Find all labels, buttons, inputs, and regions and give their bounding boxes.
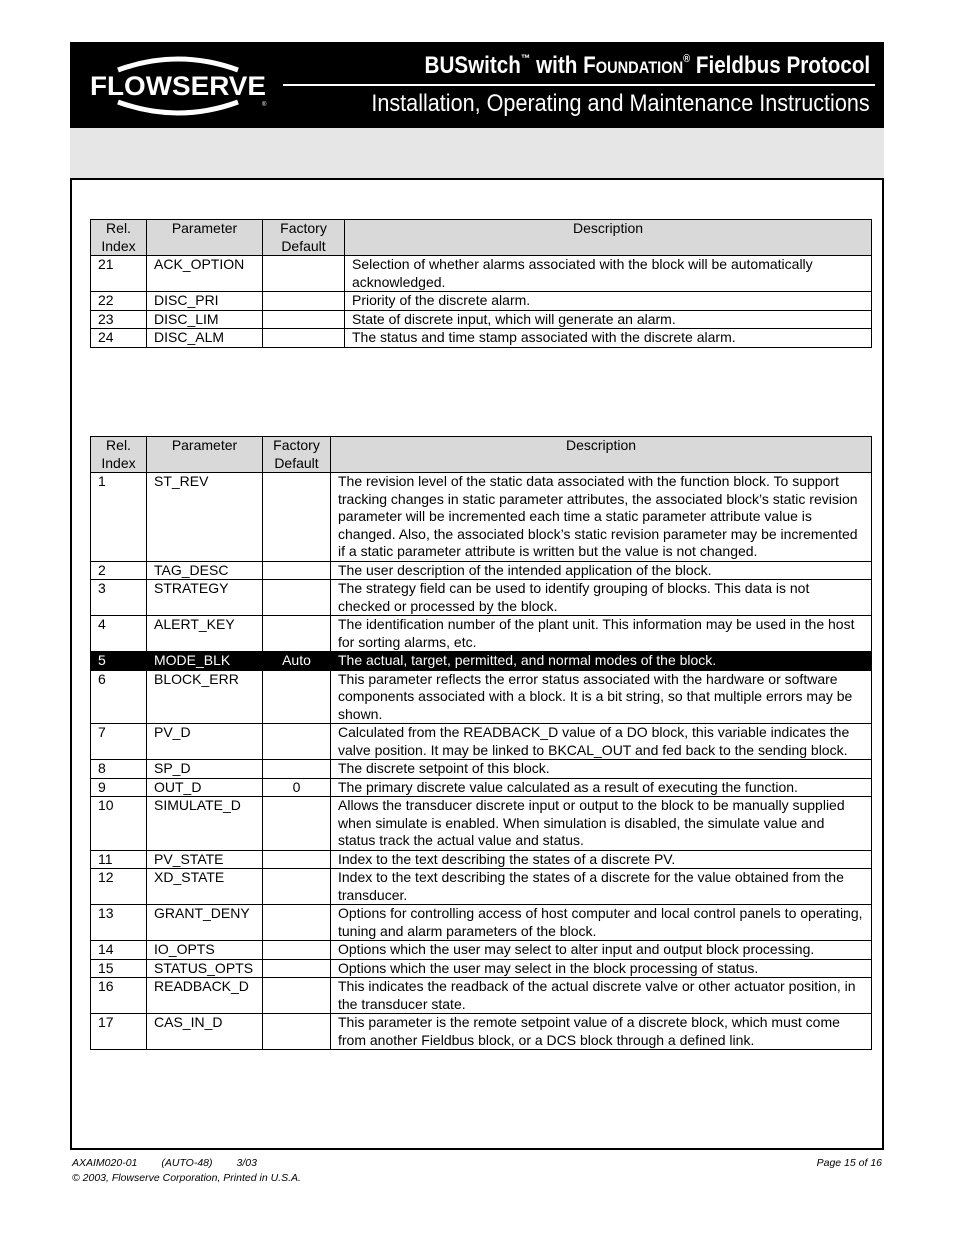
doc-number: AXAIM020-01 (72, 1157, 138, 1169)
table-row (91, 1014, 872, 1050)
table-row (91, 292, 872, 311)
cell-default: Auto (263, 652, 331, 671)
cell-description: State of discrete input, which will generate an alarm. (345, 310, 872, 329)
cell-parameter: ST_REV (147, 473, 263, 562)
doc-date: 3/03 (236, 1157, 257, 1169)
cell-description: The strategy field can be used to identify grouping of blocks. This data is not checked or processed by the block. (331, 580, 872, 616)
cell-description: The user description of the intended application of the block. (331, 561, 872, 580)
cell-description: Options which the user may select in the block processing of status. (331, 959, 872, 978)
cell-parameter: DISC_LIM (147, 310, 263, 329)
cell-index: 16 (91, 978, 147, 1014)
cell-default (263, 561, 331, 580)
table-row (91, 561, 872, 580)
cell-default (263, 616, 331, 652)
section-band (70, 128, 884, 180)
flowserve-logo (88, 52, 268, 118)
table-row (91, 473, 872, 562)
cell-description: Index to the text describing the states of a discrete for the value obtained from the transducer. (331, 869, 872, 905)
cell-parameter: DISC_ALM (147, 329, 263, 348)
cell-default (263, 850, 331, 869)
col-rel-index: Rel. Index (91, 437, 147, 473)
cell-index: 8 (91, 760, 147, 779)
cell-index: 4 (91, 616, 147, 652)
cell-description: This indicates the readback of the actual discrete valve or other actuator position, in the transducer state. (331, 978, 872, 1014)
parameter-table-1 (90, 219, 872, 348)
cell-default (263, 905, 331, 941)
cell-default (263, 941, 331, 960)
cell-parameter: DISC_PRI (147, 292, 263, 311)
cell-default (263, 797, 331, 851)
cell-description: This parameter is the remote setpoint value of a discrete block, which must come from another Fieldbus block, or a DCS block through a defined link. (331, 1014, 872, 1050)
table-row (91, 616, 872, 652)
cell-description: The status and time stamp associated with the discrete alarm. (345, 329, 872, 348)
cell-default (263, 670, 331, 724)
table-row (91, 310, 872, 329)
table-row (91, 580, 872, 616)
cell-index: 5 (91, 652, 147, 671)
doc-ref: (AUTO-48) (161, 1157, 213, 1169)
cell-parameter: XD_STATE (147, 869, 263, 905)
cell-index: 2 (91, 561, 147, 580)
table-row (91, 778, 872, 797)
col-rel-index: Rel. Index (91, 220, 147, 256)
table-row (91, 850, 872, 869)
col-parameter: Parameter (147, 437, 263, 473)
cell-default (263, 760, 331, 779)
cell-index: 9 (91, 778, 147, 797)
doc-title: BUSwitch™ with FOUNDATION® Fieldbus Protocol (424, 52, 870, 79)
cell-index: 3 (91, 580, 147, 616)
cell-default (263, 724, 331, 760)
cell-default (263, 292, 345, 311)
cell-default (263, 1014, 331, 1050)
cell-parameter: BLOCK_ERR (147, 670, 263, 724)
col-description: Description (331, 437, 872, 473)
cell-description: This parameter reflects the error status associated with the hardware or software components associated with a block. It is a bit string, so that multiple errors may be shown. (331, 670, 872, 724)
cell-parameter: ALERT_KEY (147, 616, 263, 652)
cell-description: Priority of the discrete alarm. (345, 292, 872, 311)
parameter-table-2 (90, 436, 872, 1050)
cell-index: 1 (91, 473, 147, 562)
doc-subtitle: Installation, Operating and Maintenance Instructions (371, 90, 870, 117)
cell-description: Calculated from the READBACK_D value of a DO block, this variable indicates the valve position. It may be linked to BKCAL_OUT and fed back to the sending block. (331, 724, 872, 760)
cell-default (263, 329, 345, 348)
footer-copyright: © 2003, Flowserve Corporation, Printed in U.S.A. (72, 1172, 301, 1184)
cell-index: 23 (91, 310, 147, 329)
footer-doc-info (72, 1157, 281, 1169)
cell-description: The actual, target, permitted, and normal modes of the block. (331, 652, 872, 671)
cell-parameter: PV_STATE (147, 850, 263, 869)
cell-default (263, 959, 331, 978)
cell-description: The revision level of the static data associated with the function block. To support tracking changes in static parameter attributes, the associated block’s static revision parameter will be incremented each time a static parameter attribute value is changed. Also, the associated block’s static revision parameter may be incremented if a static parameter attribute is written but the value is not changed. (331, 473, 872, 562)
cell-default (263, 310, 345, 329)
cell-parameter: PV_D (147, 724, 263, 760)
table-header-row (91, 220, 872, 256)
table-row (91, 797, 872, 851)
cell-index: 21 (91, 256, 147, 292)
cell-description: The identification number of the plant unit. This information may be used in the host for sorting alarms, etc. (331, 616, 872, 652)
cell-parameter: SP_D (147, 760, 263, 779)
header-rule (283, 84, 875, 86)
cell-index: 11 (91, 850, 147, 869)
svg-text:®: ® (262, 102, 267, 108)
table-row (91, 959, 872, 978)
cell-default (263, 473, 331, 562)
cell-default (263, 580, 331, 616)
cell-description: The discrete setpoint of this block. (331, 760, 872, 779)
cell-description: Index to the text describing the states of a discrete PV. (331, 850, 872, 869)
table-row (91, 724, 872, 760)
cell-description: Selection of whether alarms associated with the block will be automatically acknowledged. (345, 256, 872, 292)
cell-parameter: ACK_OPTION (147, 256, 263, 292)
table-row (91, 652, 872, 671)
cell-default (263, 869, 331, 905)
page-number: Page 15 of 16 (816, 1157, 882, 1169)
cell-parameter: STATUS_OPTS (147, 959, 263, 978)
table-row (91, 329, 872, 348)
cell-default (263, 256, 345, 292)
cell-index: 17 (91, 1014, 147, 1050)
cell-default (263, 978, 331, 1014)
cell-parameter: TAG_DESC (147, 561, 263, 580)
cell-description: The primary discrete value calculated as a result of executing the function. (331, 778, 872, 797)
cell-description: Options for controlling access of host computer and local control panels to operating, tuning and alarm parameters of the block. (331, 905, 872, 941)
cell-parameter: MODE_BLK (147, 652, 263, 671)
cell-parameter: STRATEGY (147, 580, 263, 616)
cell-index: 6 (91, 670, 147, 724)
col-factory-default: Factory Default (263, 437, 331, 473)
cell-default: 0 (263, 778, 331, 797)
cell-index: 13 (91, 905, 147, 941)
table-row (91, 978, 872, 1014)
cell-index: 24 (91, 329, 147, 348)
table-row (91, 670, 872, 724)
cell-index: 22 (91, 292, 147, 311)
cell-parameter: IO_OPTS (147, 941, 263, 960)
cell-index: 7 (91, 724, 147, 760)
cell-index: 10 (91, 797, 147, 851)
cell-parameter: GRANT_DENY (147, 905, 263, 941)
table-row (91, 869, 872, 905)
table-header-row (91, 437, 872, 473)
table-row (91, 760, 872, 779)
cell-index: 12 (91, 869, 147, 905)
col-factory-default: Factory Default (263, 220, 345, 256)
cell-parameter: SIMULATE_D (147, 797, 263, 851)
brand-text: FLOWSERVE (90, 71, 266, 101)
table-row (91, 905, 872, 941)
table-row (91, 941, 872, 960)
cell-index: 14 (91, 941, 147, 960)
col-description: Description (345, 220, 872, 256)
table-row (91, 256, 872, 292)
cell-parameter: CAS_IN_D (147, 1014, 263, 1050)
cell-description: Allows the transducer discrete input or output to the block to be manually supplied when simulate is enabled. When simulation is disabled, the simulate value and status track the actual value and status. (331, 797, 872, 851)
col-parameter: Parameter (147, 220, 263, 256)
cell-parameter: OUT_D (147, 778, 263, 797)
cell-parameter: READBACK_D (147, 978, 263, 1014)
cell-description: Options which the user may select to alter input and output block processing. (331, 941, 872, 960)
cell-index: 15 (91, 959, 147, 978)
